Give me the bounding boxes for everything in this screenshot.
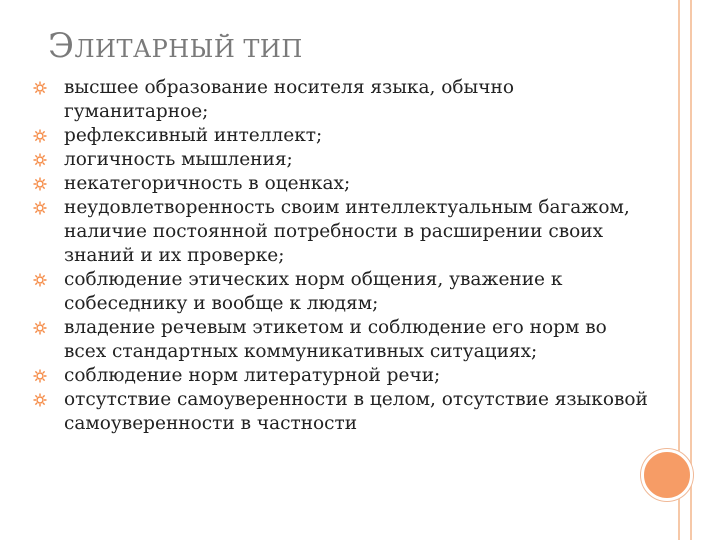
sun-flower-icon bbox=[32, 80, 48, 96]
sun-flower-icon bbox=[32, 200, 48, 216]
list-item-text: неудовлетворенность своим интеллектуальным багажом, наличие постоянной потребности в расширении своих знаний и их проверке; bbox=[64, 197, 630, 266]
list-item bbox=[32, 124, 652, 148]
frame-line-right bbox=[690, 0, 692, 540]
list-item bbox=[32, 388, 652, 436]
sun-flower-icon bbox=[32, 392, 48, 408]
list-item-text: некатегоричность в оценках; bbox=[64, 173, 351, 194]
list-item bbox=[32, 364, 652, 388]
list-item bbox=[32, 196, 652, 268]
sun-flower-icon bbox=[32, 176, 48, 192]
list-item-text: владение речевым этикетом и соблюдение его норм во всех стандартных коммуникативных ситуациях; bbox=[64, 317, 607, 362]
title-first-letter: Э bbox=[48, 26, 75, 66]
list-item-text: высшее образование носителя языка, обычно гуманитарное; bbox=[64, 77, 514, 122]
list-item-text: отсутствие самоуверенности в целом, отсутствие языковой самоуверенности в частности bbox=[64, 389, 648, 434]
list-item bbox=[32, 148, 652, 172]
title-rest: ЛИТАРНЫЙ ТИП bbox=[74, 35, 303, 63]
sun-flower-icon bbox=[32, 152, 48, 168]
sun-flower-icon bbox=[32, 272, 48, 288]
list-item-text: рефлексивный интеллект; bbox=[64, 125, 323, 146]
list-item bbox=[32, 316, 652, 364]
slide-title bbox=[48, 26, 303, 66]
sun-flower-icon bbox=[32, 128, 48, 144]
list-item bbox=[32, 172, 652, 196]
bullet-list bbox=[32, 76, 652, 436]
list-item-text: логичность мышления; bbox=[64, 149, 293, 170]
list-item bbox=[32, 268, 652, 316]
decorative-orange-circle bbox=[641, 449, 693, 501]
list-item-text: соблюдение норм литературной речи; bbox=[64, 365, 441, 386]
sun-flower-icon bbox=[32, 320, 48, 336]
list-item bbox=[32, 76, 652, 124]
sun-flower-icon bbox=[32, 368, 48, 384]
list-item-text: соблюдение этических норм общения, уважение к собеседнику и вообще к людям; bbox=[64, 269, 563, 314]
